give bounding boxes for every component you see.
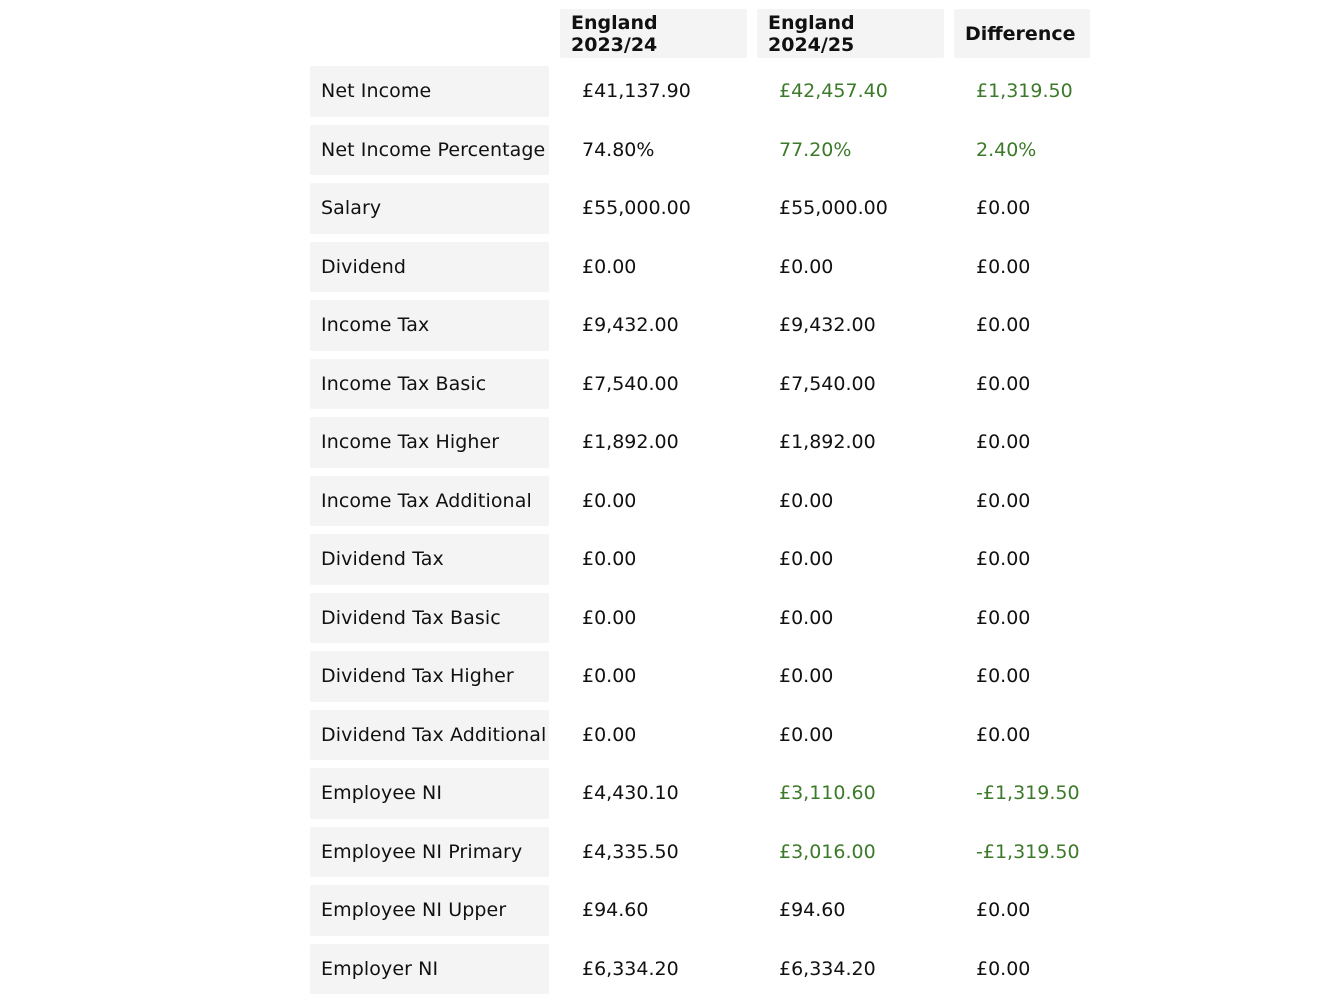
table-row (305, 764, 1095, 823)
value-2024-25: £3,016.00 (779, 840, 876, 863)
table-row (305, 413, 1095, 472)
value-2023-24: £0.00 (582, 723, 637, 746)
row-label: Employee NI (310, 768, 549, 819)
value-difference: £0.00 (976, 255, 1031, 278)
header-row (305, 4, 1095, 62)
value-difference: 2.40% (976, 138, 1037, 161)
value-difference: £0.00 (976, 431, 1031, 454)
row-label: Dividend Tax Additional (310, 710, 549, 761)
value-2023-24: £0.00 (582, 665, 637, 688)
column-header-2024-25: England 2024/25 (757, 9, 944, 58)
value-2024-25: £0.00 (779, 489, 834, 512)
value-2024-25: £0.00 (779, 723, 834, 746)
value-2023-24: £41,137.90 (582, 80, 691, 103)
table-row (305, 296, 1095, 355)
table-row (305, 706, 1095, 765)
value-2024-25: £55,000.00 (779, 197, 888, 220)
value-2023-24: £4,430.10 (582, 782, 679, 805)
row-label: Net Income Percentage (310, 125, 549, 176)
row-label: Dividend Tax (310, 534, 549, 585)
value-difference: £0.00 (976, 314, 1031, 337)
value-2023-24: £1,892.00 (582, 431, 679, 454)
row-label: Dividend Tax Basic (310, 593, 549, 644)
table-row (305, 530, 1095, 589)
value-2024-25: £42,457.40 (779, 80, 888, 103)
value-2024-25: £3,110.60 (779, 782, 876, 805)
row-label: Employee NI Primary (310, 827, 549, 878)
value-2023-24: 74.80% (582, 138, 655, 161)
value-2023-24: £0.00 (582, 255, 637, 278)
row-label: Net Income (310, 66, 549, 117)
comparison-table (305, 4, 1095, 998)
table-row (305, 823, 1095, 882)
value-2023-24: £55,000.00 (582, 197, 691, 220)
row-label: Dividend (310, 242, 549, 293)
column-header-difference: Difference (954, 9, 1090, 58)
row-label: Income Tax (310, 300, 549, 351)
row-label: Income Tax Higher (310, 417, 549, 468)
value-2024-25: £0.00 (779, 665, 834, 688)
value-2023-24: £6,334.20 (582, 957, 679, 980)
row-label: Income Tax Additional (310, 476, 549, 527)
value-difference: £0.00 (976, 372, 1031, 395)
value-2023-24: £94.60 (582, 899, 649, 922)
table-row (305, 472, 1095, 531)
table-row (305, 881, 1095, 940)
value-2024-25: £7,540.00 (779, 372, 876, 395)
value-difference: £0.00 (976, 899, 1031, 922)
value-difference: £0.00 (976, 548, 1031, 571)
table-body (305, 62, 1095, 998)
table-row (305, 355, 1095, 414)
value-2024-25: £94.60 (779, 899, 846, 922)
value-2024-25: £6,334.20 (779, 957, 876, 980)
value-2023-24: £7,540.00 (582, 372, 679, 395)
table-row (305, 589, 1095, 648)
value-2024-25: £0.00 (779, 548, 834, 571)
value-difference: £1,319.50 (976, 80, 1073, 103)
table-row (305, 647, 1095, 706)
value-2023-24: £4,335.50 (582, 840, 679, 863)
row-label: Salary (310, 183, 549, 234)
value-2023-24: £0.00 (582, 489, 637, 512)
value-difference: £0.00 (976, 197, 1031, 220)
value-2024-25: £0.00 (779, 606, 834, 629)
row-label: Dividend Tax Higher (310, 651, 549, 702)
table-row (305, 238, 1095, 297)
value-difference: £0.00 (976, 489, 1031, 512)
value-difference: -£1,319.50 (976, 840, 1080, 863)
table-row (305, 940, 1095, 999)
value-2024-25: £0.00 (779, 255, 834, 278)
value-difference: £0.00 (976, 723, 1031, 746)
value-difference: £0.00 (976, 665, 1031, 688)
row-label: Employer NI (310, 944, 549, 995)
value-2023-24: £9,432.00 (582, 314, 679, 337)
value-difference: -£1,319.50 (976, 782, 1080, 805)
header-corner (310, 9, 549, 58)
value-2023-24: £0.00 (582, 606, 637, 629)
row-label: Employee NI Upper (310, 885, 549, 936)
row-label: Income Tax Basic (310, 359, 549, 410)
value-2024-25: £9,432.00 (779, 314, 876, 337)
table-row (305, 121, 1095, 180)
value-2024-25: £1,892.00 (779, 431, 876, 454)
value-difference: £0.00 (976, 957, 1031, 980)
value-difference: £0.00 (976, 606, 1031, 629)
value-2023-24: £0.00 (582, 548, 637, 571)
value-2024-25: 77.20% (779, 138, 852, 161)
table-row (305, 179, 1095, 238)
column-header-2023-24: England 2023/24 (560, 9, 747, 58)
table-row (305, 62, 1095, 121)
